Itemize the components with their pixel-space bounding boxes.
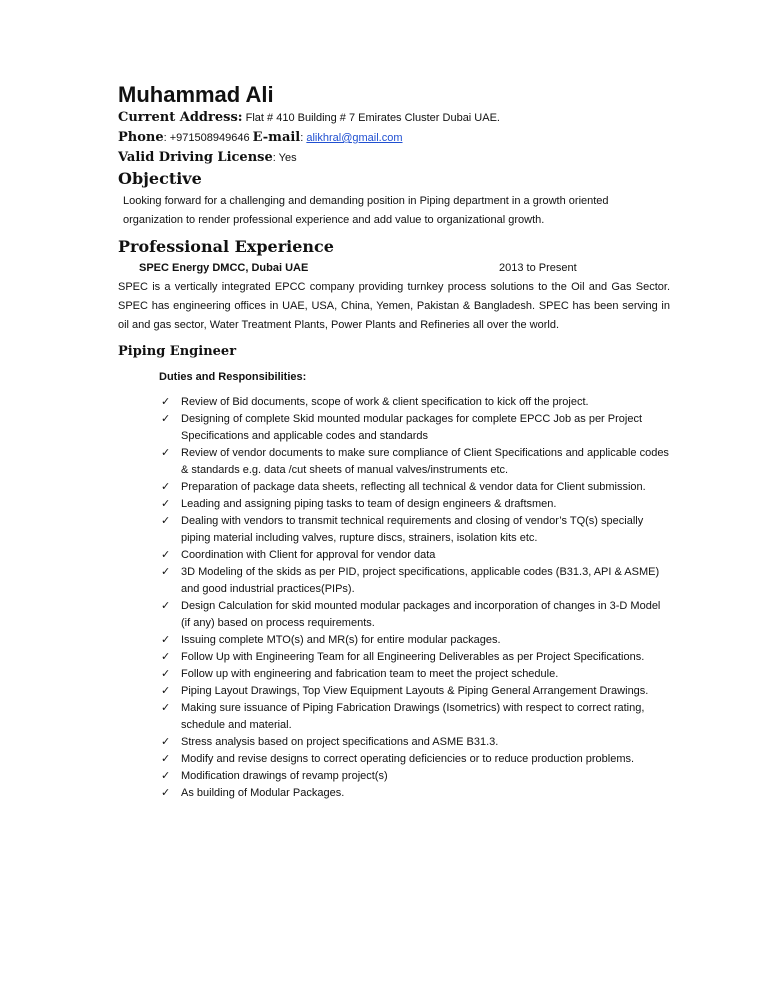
employment-dates: 2013 to Present	[499, 262, 577, 274]
duty-text: Designing of complete Skid mounted modular packages for complete EPCC Job as per Project Specifications and applicable codes and standards	[181, 413, 643, 442]
duty-item	[118, 496, 670, 513]
checkmark-icon: ✓	[161, 498, 171, 510]
checkmark-icon: ✓	[161, 549, 171, 561]
company-row	[118, 258, 670, 278]
phone-label: Phone	[118, 130, 164, 145]
checkmark-icon: ✓	[161, 753, 171, 765]
checkmark-icon: ✓	[161, 396, 171, 408]
duty-text: Dealing with vendors to transmit technical requirements and closing of vendor’s TQ(s) specially piping material including valves, rupture discs, strainers, isolation kits etc.	[181, 515, 644, 544]
duty-item	[118, 700, 670, 734]
duty-item	[118, 785, 670, 802]
duty-item	[118, 564, 670, 598]
duty-text: 3D Modeling of the skids as per PID, project specifications, applicable codes (B31.3, API & ASME) and good industrial practices(PIPs).	[181, 566, 660, 595]
checkmark-icon: ✓	[161, 515, 171, 527]
checkmark-icon: ✓	[161, 685, 171, 697]
checkmark-icon: ✓	[161, 447, 171, 459]
duty-item	[118, 411, 670, 445]
checkmark-icon: ✓	[161, 736, 171, 748]
license-label: Valid Driving License	[118, 150, 273, 165]
duty-item	[118, 768, 670, 785]
duty-item	[118, 649, 670, 666]
contact-line	[118, 128, 670, 148]
license-line	[118, 148, 670, 168]
checkmark-icon: ✓	[161, 702, 171, 714]
duty-item	[118, 632, 670, 649]
duty-text: Review of Bid documents, scope of work & client specification to kick off the project.	[181, 396, 589, 408]
duty-item	[118, 734, 670, 751]
checkmark-icon: ✓	[161, 566, 171, 578]
email-label: E-mail	[252, 130, 301, 145]
duty-item	[118, 445, 670, 479]
duty-text: Preparation of package data sheets, reflecting all technical & vendor data for Client submission.	[181, 481, 646, 493]
job-title: Piping Engineer	[118, 344, 237, 359]
experience-heading: Professional Experience	[118, 237, 334, 256]
checkmark-icon: ✓	[161, 787, 171, 799]
duty-item	[118, 394, 670, 411]
resume-page	[118, 82, 670, 802]
duty-item	[118, 683, 670, 700]
duty-text: Modify and revise designs to correct operating deficiencies or to reduce production problems.	[181, 753, 635, 765]
duties-list	[118, 394, 670, 802]
checkmark-icon: ✓	[161, 481, 171, 493]
objective-text: Looking forward for a challenging and demanding position in Piping department in a growth oriented organization to render professional experience and add value to organizational growth.	[123, 195, 609, 226]
duty-text: Issuing complete MTO(s) and MR(s) for entire modular packages.	[181, 634, 501, 646]
duty-text: Leading and assigning piping tasks to team of design engineers & draftsmen.	[181, 498, 557, 510]
address-value: Flat # 410 Building # 7 Emirates Cluster Dubai UAE.	[245, 112, 500, 124]
address-line	[118, 108, 670, 128]
duty-item	[118, 751, 670, 768]
duty-item	[118, 666, 670, 683]
duty-text: Modification drawings of revamp project(s)	[181, 770, 388, 782]
company-name: SPEC Energy DMCC, Dubai UAE	[139, 262, 309, 274]
duty-text: Piping Layout Drawings, Top View Equipment Layouts & Piping General Arrangement Drawings.	[181, 685, 649, 697]
duty-item	[118, 513, 670, 547]
checkmark-icon: ✓	[161, 600, 171, 612]
email-link[interactable]: alikhral@gmail.com	[306, 132, 403, 144]
duty-text: Review of vendor documents to make sure compliance of Client Specifications and applicable codes & standards e.g. data /cut sheets of manual valves/instruments etc.	[181, 447, 669, 476]
duty-text: Making sure issuance of Piping Fabrication Drawings (Isometrics) with respect to correct rating, schedule and material.	[181, 702, 645, 731]
duty-text: Follow Up with Engineering Team for all Engineering Deliverables as per Project Specifications.	[181, 651, 645, 663]
checkmark-icon: ✓	[161, 651, 171, 663]
checkmark-icon: ✓	[161, 668, 171, 680]
company-description: SPEC is a vertically integrated EPCC company providing turnkey process solutions to the Oil and Gas Sector. SPEC has engineering offices in UAE, USA, China, Yemen, Pakistan & Bangladesh. SPEC has been serving in oil and gas sector, Water Treatment Plants, Power Plants and Refineries all over the world.	[118, 281, 670, 331]
phone-value: : +971508949646	[163, 132, 250, 144]
checkmark-icon: ✓	[161, 770, 171, 782]
license-value: : Yes	[272, 152, 297, 164]
duty-text: As building of Modular Packages.	[181, 787, 345, 799]
address-label: Current Address:	[118, 110, 243, 125]
email-separator: :	[300, 132, 307, 144]
duty-text: Stress analysis based on project specifications and ASME B31.3.	[181, 736, 499, 748]
duty-text: Coordination with Client for approval for vendor data	[181, 549, 436, 561]
checkmark-icon: ✓	[161, 413, 171, 425]
duty-item	[118, 598, 670, 632]
duties-heading: Duties and Responsibilities:	[159, 371, 307, 383]
objective-heading: Objective	[118, 169, 202, 188]
duty-text: Follow up with engineering and fabrication team to meet the project schedule.	[181, 668, 559, 680]
duty-item	[118, 479, 670, 496]
checkmark-icon: ✓	[161, 634, 171, 646]
duty-item	[118, 547, 670, 564]
candidate-name: Muhammad Ali	[118, 82, 274, 107]
duty-text: Design Calculation for skid mounted modular packages and incorporation of changes in 3-D Model (if any) based on process requirements.	[181, 600, 661, 629]
